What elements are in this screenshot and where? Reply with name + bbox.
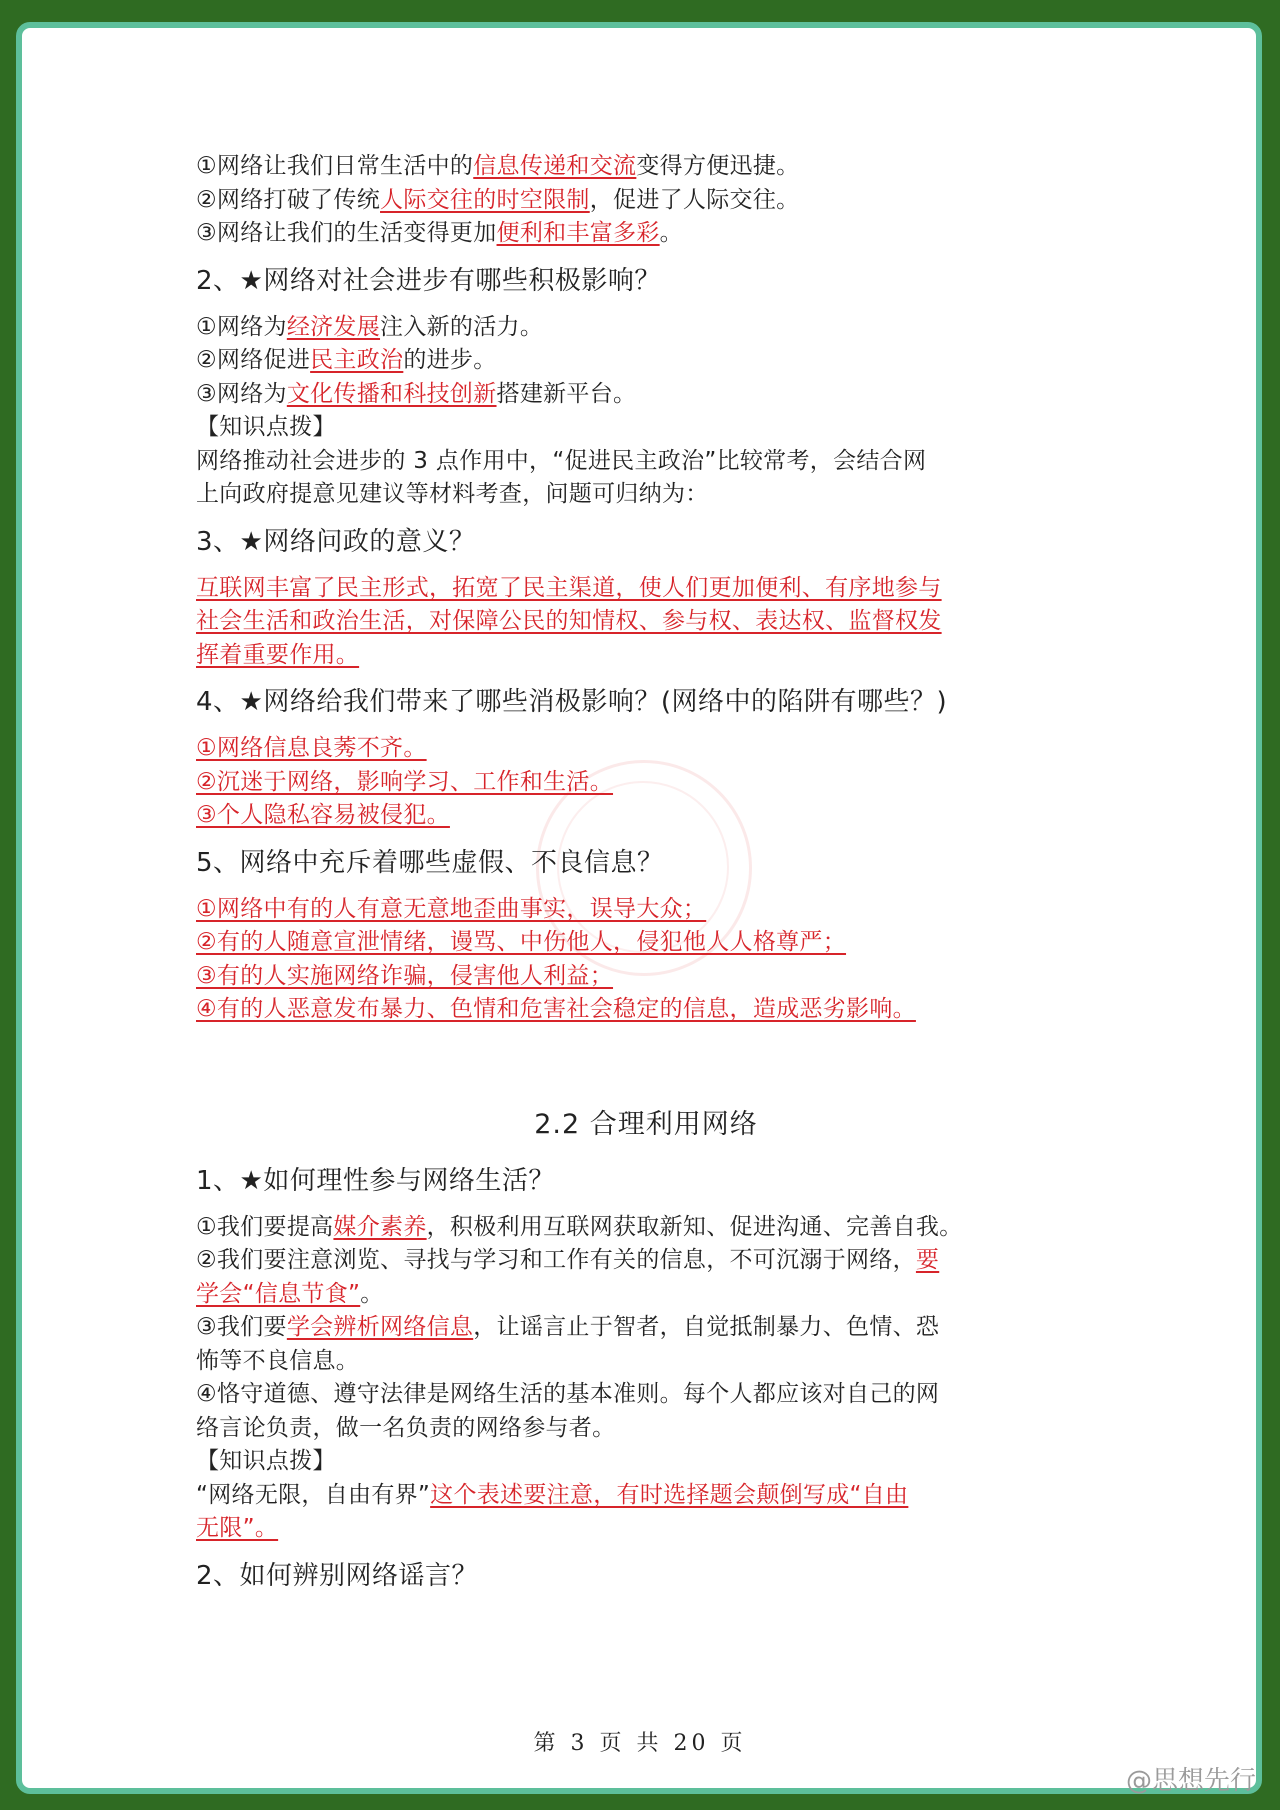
q3-line-2: 社会生活和政治生活，对保障公民的知情权、参与权、表达权、监督权发 — [196, 608, 942, 634]
q2-line-3: ③网络为文化传播和科技创新搭建新平台。 — [196, 380, 637, 407]
question-4-answers — [196, 732, 1096, 833]
question-2-answers — [196, 311, 1096, 512]
section2-question-1-heading: 1、★如何理性参与网络生活？ — [196, 1165, 555, 1196]
question-3-heading: 3、★网络问政的意义？ — [196, 526, 476, 557]
question-2-heading: 2、★网络对社会进步有哪些积极影响？ — [196, 265, 661, 296]
s2q1-line-3b: 怖等不良信息。 — [196, 1347, 360, 1374]
document-content — [196, 150, 1096, 1606]
weibo-watermark: @思想先行 — [1125, 1766, 1256, 1796]
q2-tip-line-1: 网络推动社会进步的 3 点作用中，“促进民主政治”比较常考，会结合网 — [196, 447, 927, 474]
s2q1-tip-line-2: 无限”。 — [196, 1515, 279, 1541]
intro-line-2: ②网络打破了传统人际交往的时空限制，促进了人际交往。 — [196, 186, 800, 213]
question-5-answers — [196, 893, 1096, 1027]
q2-tip-line-2: 上向政府提意见建议等材料考查，问题可归纳为： — [196, 481, 709, 507]
s2q1-line-2b: 学会“信息节食”。 — [196, 1280, 384, 1307]
q3-line-1: 互联网丰富了民主形式，拓宽了民主渠道，使人们更加便利、有序地参与 — [196, 574, 942, 601]
page-number-footer: 第 3 页 共 20 页 — [533, 1731, 747, 1756]
question-3-answer — [196, 572, 1096, 673]
s2q1-tip-label: 【知识点拨】 — [196, 1448, 336, 1474]
s2q1-line-4b: 络言论负责，做一名负责的网络参与者。 — [196, 1414, 616, 1441]
q4-line-1: ①网络信息良莠不齐。 — [196, 735, 427, 761]
question-4-heading: 4、★网络给我们带来了哪些消极影响？(网络中的陷阱有哪些？) — [196, 687, 948, 717]
q2-line-2: ②网络促进民主政治的进步。 — [196, 347, 497, 373]
intro-line-1: ①网络让我们日常生活中的信息传递和交流变得方便迅捷。 — [196, 153, 800, 179]
q4-line-2: ②沉迷于网络，影响学习、工作和生活。 — [196, 768, 614, 795]
s2q1-line-4a: ④恪守道德、遵守法律是网络生活的基本准则。每个人都应该对自己的网 — [196, 1381, 940, 1407]
q5-line-4: ④有的人恶意发布暴力、色情和危害社会稳定的信息，造成恶劣影响。 — [196, 996, 916, 1022]
q3-line-3: 挥着重要作用。 — [196, 641, 360, 668]
intro-line-3: ③网络让我们的生活变得更加便利和丰富多彩。 — [196, 220, 683, 246]
intro-list — [196, 150, 1096, 251]
q4-line-3: ③个人隐私容易被侵犯。 — [196, 802, 450, 828]
section-title: 2.2 合理利用网络 — [534, 1108, 758, 1140]
s2q1-line-2a: ②我们要注意浏览、寻找与学习和工作有关的信息，不可沉溺于网络，要 — [196, 1247, 940, 1273]
s2q1-tip-line-1: “网络无限，自由有界”这个表述要注意，有时选择题会颠倒写成“自由 — [196, 1481, 909, 1508]
s2q1-line-1: ①我们要提高媒介素养，积极利用互联网获取新知、促进沟通、完善自我。 — [196, 1213, 963, 1240]
q5-line-1: ①网络中有的人有意无意地歪曲事实，误导大众； — [196, 895, 707, 922]
q2-tip-label: 【知识点拨】 — [196, 414, 336, 440]
q5-line-3: ③有的人实施网络诈骗，侵害他人利益； — [196, 962, 614, 989]
section2-question-1-answers — [196, 1211, 1096, 1546]
q2-line-1: ①网络为经济发展注入新的活力。 — [196, 313, 544, 340]
q5-line-2: ②有的人随意宣泄情绪，谩骂、中伤他人，侵犯他人人格尊严； — [196, 929, 847, 955]
s2q1-line-3a: ③我们要学会辨析网络信息，让谣言止于智者，自觉抵制暴力、色情、恐 — [196, 1314, 940, 1340]
question-5-heading: 5、网络中充斥着哪些虚假、不良信息？ — [196, 847, 664, 878]
section2-question-2-heading: 2、如何辨别网络谣言？ — [196, 1560, 479, 1591]
